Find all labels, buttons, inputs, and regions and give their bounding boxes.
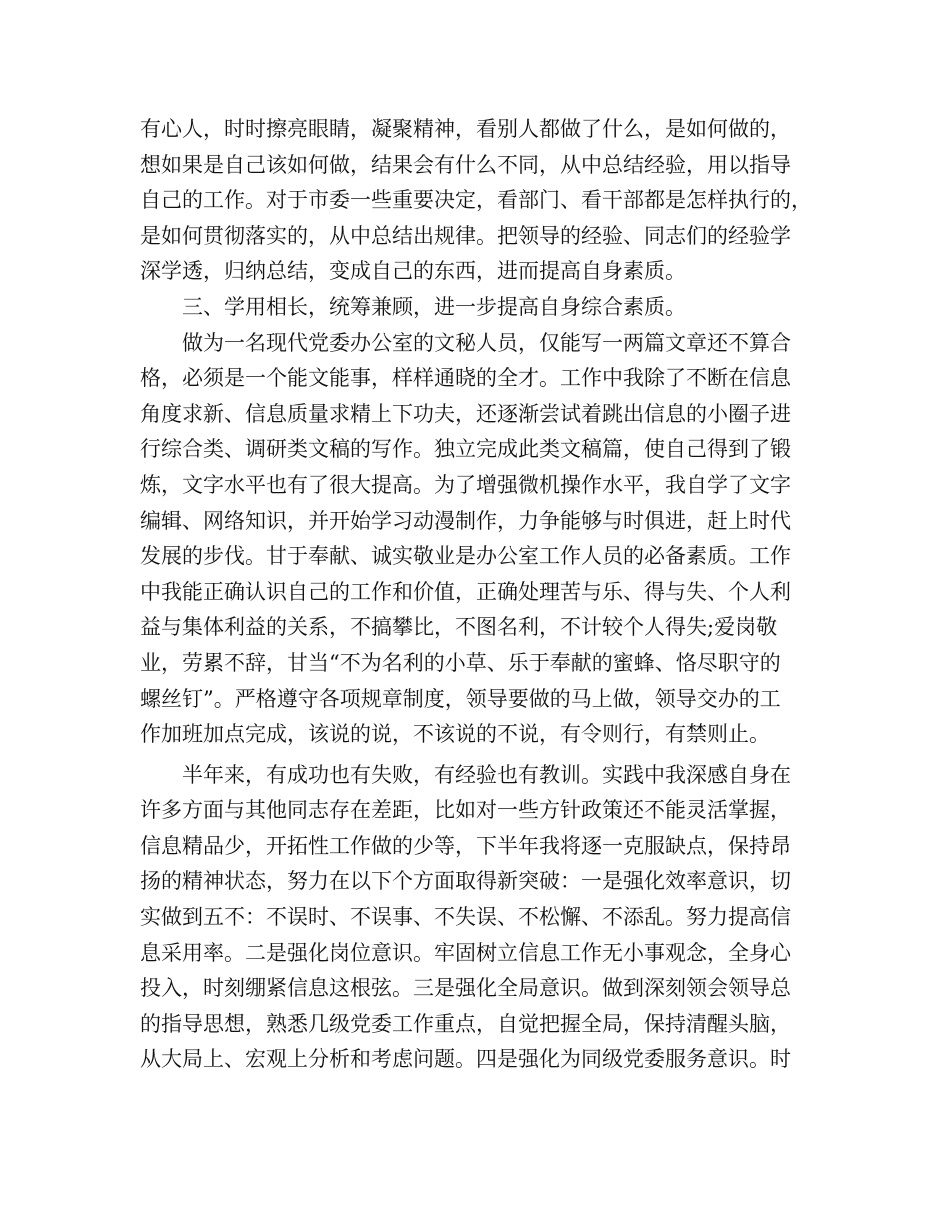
- text-line: 许多方面与其他同志存在差距，比如对一些方针政策还不能灵活掌握，: [140, 798, 791, 823]
- paragraph-two: [140, 326, 830, 753]
- text-line: 实做到五不：不误时、不误事、不失误、不松懈、不添乱。努力提高信: [140, 905, 791, 930]
- text-line: 息采用率。二是强化岗位意识。牢固树立信息工作无小事观念，全身心: [140, 940, 791, 965]
- text-line: 益与集体利益的关系，不搞攀比，不图名利，不计较个人得失;爱岗敬: [140, 615, 778, 640]
- text-line: 半年来，有成功也有失败，有经验也有教训。实践中我深感自身在: [182, 762, 791, 787]
- text-line: 做为一名现代党委办公室的文秘人员，仅能写一两篇文章还不算合: [182, 330, 791, 355]
- paragraph-continuation: [140, 112, 830, 290]
- text-line: 自己的工作。对于市委一些重要决定，看部门、看干部都是怎样执行的，: [140, 188, 812, 213]
- text-line: 有心人，时时擦亮眼睛，凝聚精神，看别人都做了什么，是如何做的，: [140, 117, 791, 141]
- document-page: [140, 112, 830, 1078]
- heading-three: 三、学用相长，统筹兼顾，进一步提高自身综合素质。: [182, 294, 686, 319]
- text-line: 从大局上、宏观上分析和考虑问题。四是强化为同级党委服务意识。时: [140, 1047, 791, 1072]
- text-line: 扬的精神状态，努力在以下个方面取得新突破：一是强化效率意识，切: [140, 869, 791, 894]
- section-heading: [140, 290, 830, 326]
- text-line: 投入，时刻绷紧信息这根弦。三是强化全局意识。做到深刻领会领导总: [140, 976, 791, 1001]
- text-line: 格，必须是一个能文能事，样样通晓的全才。工作中我除了不断在信息: [140, 366, 791, 391]
- text-line: 想如果是自己该如何做，结果会有什么不同，从中总结经验，用以指导: [140, 152, 791, 177]
- text-line: 的指导思想，熟悉几级党委工作重点，自觉把握全局，保持清醒头脑，: [140, 1011, 791, 1036]
- text-line: 作加班加点完成，该说的说，不该说的不说，有令则行，有禁则止。: [140, 722, 770, 747]
- text-line: 行综合类、调研类文稿的写作。独立完成此类文稿篇，使自己得到了锻: [140, 437, 791, 462]
- text-line: 炼，文字水平也有了很大提高。为了增强微机操作水平，我自学了文字: [140, 472, 791, 497]
- text-line: 角度求新、信息质量求精上下功夫，还逐渐尝试着跳出信息的小圈子进: [140, 401, 791, 426]
- paragraph-three: [140, 758, 830, 1078]
- text-line: 是如何贯彻落实的，从中总结出规律。把领导的经验、同志们的经验学: [140, 223, 791, 248]
- text-line: 编辑、网络知识，并开始学习动漫制作，力争能够与时俱进，赶上时代: [140, 508, 791, 533]
- text-line: 发展的步伐。甘于奉献、诚实敬业是办公室工作人员的必备素质。工作: [140, 544, 791, 569]
- text-line: 中我能正确认识自己的工作和价值，正确处理苦与乐、得与失、个人利: [140, 579, 791, 604]
- text-line: 螺丝钉”。严格遵守各项规章制度，领导要做的马上做，领导交办的工: [140, 686, 781, 711]
- text-line: 业，劳累不辞，甘当“不为名利的小草、乐于奉献的蜜蜂、恪尽职守的: [140, 650, 781, 675]
- text-line: 信息精品少，开拓性工作做的少等，下半年我将逐一克服缺点，保持昂: [140, 833, 791, 858]
- text-line: 深学透，归纳总结，变成自己的东西，进而提高自身素质。: [140, 259, 686, 284]
